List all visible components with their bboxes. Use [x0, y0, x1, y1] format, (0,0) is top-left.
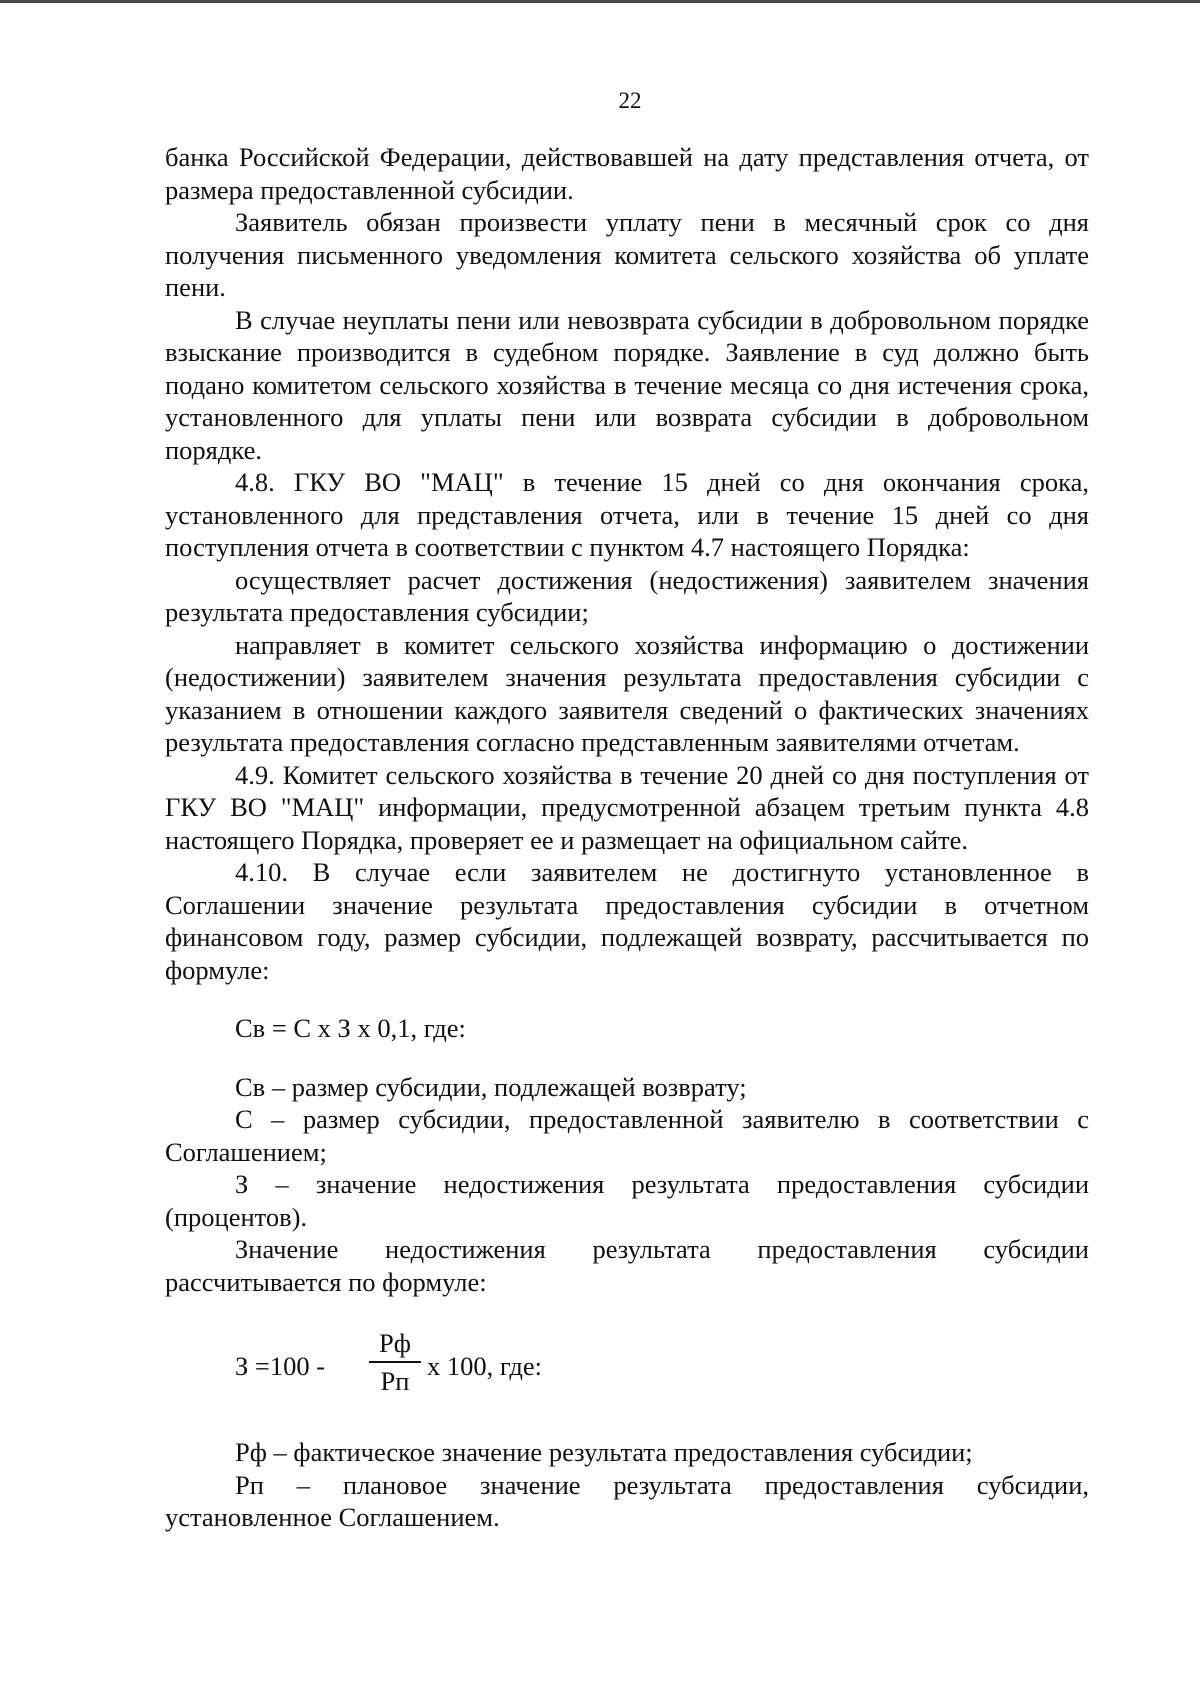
- definition-s: С – размер субсидии, предоставленной заявителю в соответствии с Соглашением;: [165, 1104, 1089, 1167]
- fraction-denominator: Рп: [380, 1365, 410, 1396]
- spacer: [165, 986, 1089, 1012]
- formula-shortfall: [165, 1328, 1089, 1406]
- formula-refund: Св = С х З х 0,1, где:: [235, 1013, 466, 1043]
- formula-fraction: [369, 1328, 421, 1396]
- paragraph-z-calculation: Значение недостижения результата предоставления субсидии рассчитывается по формуле:: [165, 1234, 1089, 1297]
- spacer: [165, 1406, 1089, 1436]
- formula-shortfall-left: З =100 -: [235, 1351, 326, 1381]
- definition-z: З – значение недостижения результата предоставления субсидии (процентов).: [165, 1169, 1089, 1232]
- paragraph-penalty-payment: Заявитель обязан произвести уплату пени в месячный срок со дня получения письменного уведомления комитета сельского хозяйства об уплате пени.: [165, 207, 1089, 302]
- document-body: [165, 141, 1089, 1534]
- definition-rf: Рф – фактическое значение результата предоставления субсидии;: [235, 1437, 973, 1467]
- paragraph-clause-4-10: 4.10. В случае если заявителем не достигнуто установленное в Соглашении значение результата предоставления субсидии в отчетном финансовом году, размер субсидии, подлежащей возврату, рассчитывается по формуле:: [165, 857, 1089, 985]
- paragraph-continuation: банка Российской Федерации, действовавшей на дату представления отчета, от размера предоставленной субсидии.: [165, 142, 1089, 205]
- paragraph-court-recovery: В случае неуплаты пени или невозврата субсидии в добровольном порядке взыскание производится в судебном порядке. Заявление в суд должно быть подано комитетом сельского хозяйства в течение месяца со дня истечения срока, установленного для уплаты пени или возврата субсидии в добровольном порядке.: [165, 304, 1089, 465]
- spacer: [165, 1298, 1089, 1328]
- fraction-bar: [369, 1361, 421, 1363]
- fraction-numerator: Рф: [379, 1328, 411, 1358]
- page-number: 22: [618, 88, 642, 113]
- definition-sv: Св – размер субсидии, подлежащей возврату;: [235, 1071, 747, 1102]
- paragraph-sends-information: направляет в комитет сельского хозяйства информацию о достижении (недостижении) заявителем значения результата предоставления субсидии с указанием в отношении каждого заявителя сведений о фактических значениях результата предоставления согласно представленным заявителями отчетам.: [165, 629, 1089, 757]
- spacer: [165, 1045, 1089, 1071]
- page-top-edge: [0, 0, 1200, 3]
- formula-shortfall-right: х 100, где:: [427, 1351, 543, 1381]
- paragraph-clause-4-8: 4.8. ГКУ ВО "МАЦ" в течение 15 дней со дня окончания срока, установленного для представления отчета, или в течение 15 дней со дня поступления отчета в соответствии с пунктом 4.7 настоящего Порядка:: [165, 467, 1089, 562]
- paragraph-calculation: осуществляет расчет достижения (недостижения) заявителем значения результата предоставления субсидии;: [165, 564, 1089, 627]
- definition-rp: Рп – плановое значение результата предоставления субсидии, установленное Соглашением.: [165, 1469, 1089, 1532]
- paragraph-clause-4-9: 4.9. Комитет сельского хозяйства в течение 20 дней со дня поступления от ГКУ ВО "МАЦ" информации, предусмотренной абзацем третьим пункта 4.8 настоящего Порядка, проверяет ее и размещает на официальном сайте.: [165, 759, 1089, 855]
